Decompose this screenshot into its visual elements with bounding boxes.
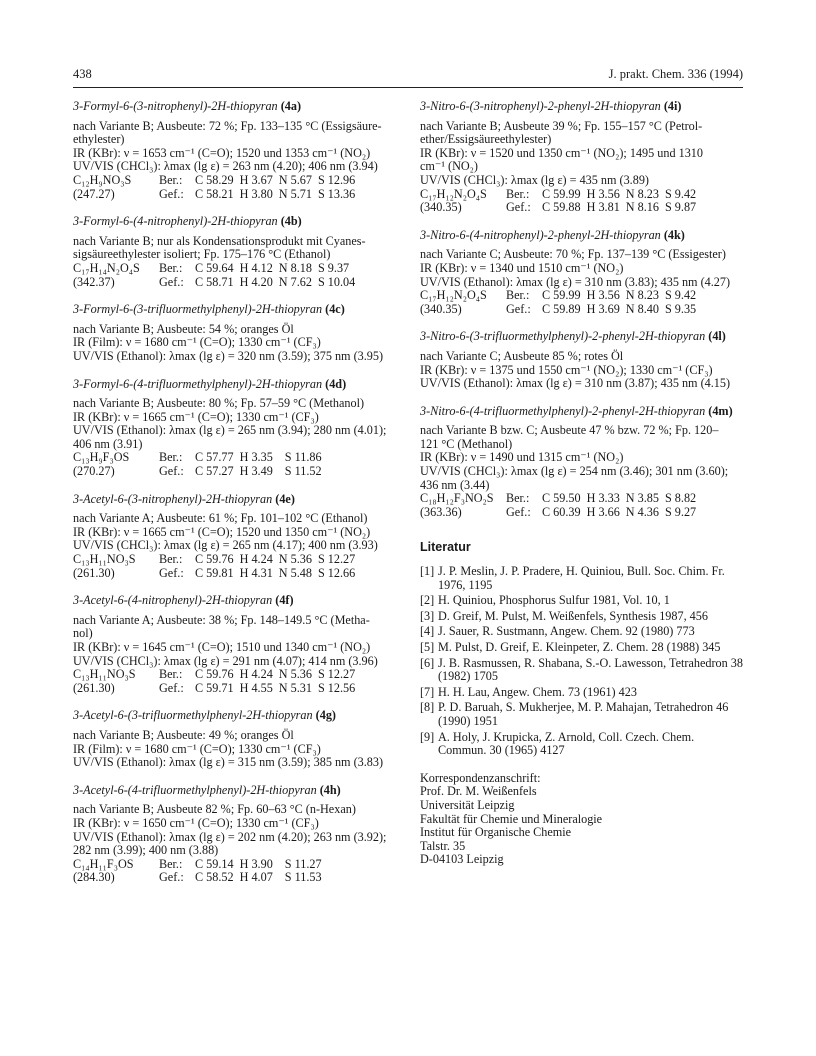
compound-entry: [73, 100, 397, 201]
analysis-label: Gef.:: [159, 870, 184, 885]
analysis-value: S 8.82: [664, 491, 697, 506]
analysis-value: C 59.99: [542, 288, 581, 303]
data-line: UV/VIS (CHCl₃): λmax (lg ε) = 435 nm (3.89): [420, 172, 649, 187]
analysis-value: N 5.71: [278, 186, 312, 201]
reference-number: [7]: [420, 684, 435, 699]
data-line: nach Variante B; Ausbeute: 49 %; oranges Öl: [73, 727, 294, 742]
data-line: ethylester): [73, 132, 125, 147]
data-line: IR (Film): ν = 1680 cm⁻¹ (C=O); 1330 cm⁻¹ (CF₃): [73, 335, 321, 350]
analysis-label: Ber.:: [159, 856, 183, 871]
analysis-row: [73, 553, 361, 567]
data-line: UV/VIS (CHCl₃): λmax (lg ε) = 291 nm (4.07); 414 nm (3.96): [73, 653, 378, 668]
analysis-label: Ber.:: [159, 667, 183, 682]
analysis-row: [420, 492, 702, 506]
analysis-value: C 57.77: [195, 450, 234, 465]
formula-cell: C₁₂H₉NO₃S: [73, 172, 132, 187]
compound-entry: [73, 215, 397, 289]
analysis-value: H 3.56: [586, 186, 620, 201]
analysis-value: S 9.35: [664, 301, 697, 316]
analysis-row: [420, 201, 702, 215]
analysis-row: [73, 188, 361, 202]
analysis-value: C 59.89: [542, 301, 581, 316]
analysis-value: H 3.67: [239, 172, 273, 187]
data-line: nach Variante A; Ausbeute: 38 %; Fp. 148–149.5 °C (Metha-: [73, 612, 370, 627]
analysis-value: H 4.31: [239, 565, 273, 580]
analysis-value: H 4.20: [239, 274, 273, 289]
data-line: IR (KBr): ν = 1653 cm⁻¹ (C=O); 1520 und 1353 cm⁻¹ (NO₂): [73, 145, 371, 160]
analysis-value: H 3.81: [586, 200, 620, 215]
analysis-label: Gef.:: [159, 274, 184, 289]
analysis-value: S 11.53: [284, 870, 322, 885]
data-line: nach Variante B; Ausbeute 39 %; Fp. 155–157 °C (Petrol-: [420, 118, 703, 133]
reference-text: D. Greif, M. Pulst, M. Weißenfels, Synthesis 1987, 456: [438, 608, 708, 623]
analysis-row: [73, 858, 328, 872]
data-line: nach Variante C; Ausbeute 85 %; rotes Öl: [420, 348, 624, 363]
address-line: Fakultät für Chemie und Mineralogie: [420, 811, 603, 826]
reference-number: [2]: [420, 593, 435, 608]
compound-title: [73, 303, 397, 317]
analysis-value: H 4.55: [239, 680, 273, 695]
data-line: nach Variante A; Ausbeute: 61 %; Fp. 101–102 °C (Ethanol): [73, 511, 368, 526]
compound-title: [420, 405, 744, 419]
formula-cell: C₁₇H₁₂N₂O₄S: [420, 186, 487, 201]
reference-text: J. Sauer, R. Sustmann, Angew. Chem. 92 (1980) 773: [438, 624, 695, 639]
elemental-analysis: [73, 553, 361, 580]
analysis-value: N 5.48: [278, 565, 312, 580]
analysis-value: N 5.36: [278, 552, 312, 567]
analysis-row: [420, 303, 702, 317]
analysis-value: N 3.85: [625, 491, 659, 506]
compound-name: 3-Acetyl-6-(4-nitrophenyl)-2H-thiopyran: [73, 593, 273, 608]
compound-name: 3-Nitro-6-(4-trifluormethylphenyl)-2-phenyl-2H-thiopyran: [420, 403, 706, 418]
data-line: IR (KBr): ν = 1650 cm⁻¹ (C=O); 1330 cm⁻¹ (CF₃): [73, 815, 319, 830]
data-line: 436 nm (3.44): [420, 477, 490, 492]
analysis-value: N 5.67: [278, 172, 312, 187]
compound-name: 3-Formyl-6-(4-trifluormethylphenyl)-2H-thiopyran: [73, 376, 323, 391]
data-line: nol): [73, 626, 93, 641]
analysis-value: C 59.76: [195, 552, 234, 567]
reference-text: M. Pulst, D. Greif, E. Kleinpeter, Z. Chem. 28 (1988) 345: [438, 640, 721, 654]
compound-number: (4i): [663, 99, 682, 113]
compound-entry: [73, 594, 397, 695]
compound-number: (4a): [280, 99, 302, 113]
analysis-value: S 12.96: [317, 172, 356, 187]
compound-title: [420, 229, 744, 243]
elemental-analysis: [420, 492, 702, 519]
reference-item: [420, 731, 744, 758]
analysis-row: [73, 871, 328, 885]
data-line: nach Variante B bzw. C; Ausbeute 47 % bzw. 72 %; Fp. 120–: [420, 423, 719, 438]
data-line: IR (Film): ν = 1680 cm⁻¹ (C=O); 1330 cm⁻¹ (CF₃): [73, 741, 321, 756]
analysis-value: H 4.07: [239, 870, 273, 885]
analysis-value: S 11.52: [284, 464, 322, 479]
analysis-value: H 3.66: [586, 504, 620, 519]
analysis-value: N 8.23: [625, 186, 659, 201]
reference-list: [420, 565, 744, 758]
data-line: nach Variante B; nur als Kondensationsprodukt mit Cyanes-: [73, 233, 366, 248]
analysis-value: N 5.36: [278, 667, 312, 682]
data-line: UV/VIS (CHCl₃): λmax (lg ε) = 263 nm (4.20); 406 nm (3.94): [73, 159, 378, 174]
compound-number: (4c): [325, 302, 345, 317]
reference-item: [420, 594, 744, 608]
data-line: IR (KBr): ν = 1645 cm⁻¹ (C=O); 1510 und 1340 cm⁻¹ (NO₂): [73, 640, 371, 654]
data-line: UV/VIS (Ethanol): λmax (lg ε) = 202 nm (4.20); 263 nm (3.92);: [73, 829, 387, 844]
analysis-row: [420, 188, 702, 202]
analysis-value: S 12.27: [317, 552, 356, 567]
analysis-value: S 13.36: [317, 186, 356, 201]
compound-name: 3-Acetyl-6-(3-nitrophenyl)-2H-thiopyran: [73, 491, 273, 506]
elemental-analysis: [73, 858, 328, 885]
reference-number: [8]: [420, 700, 435, 715]
analysis-value: H 3.69: [586, 301, 620, 316]
analysis-value: S 12.27: [317, 667, 356, 682]
analysis-value: H 3.56: [586, 288, 620, 303]
compound-title: [420, 100, 744, 114]
elemental-analysis: [73, 262, 361, 289]
data-line: nach Variante B; Ausbeute: 72 %; Fp. 133–135 °C (Essigsäure-: [73, 118, 382, 133]
formula-cell: C₁₃H₁₁NO₃S: [73, 667, 136, 682]
analysis-label: Gef.:: [506, 301, 531, 316]
formula-cell: (342.37): [73, 274, 115, 289]
formula-cell: C₁₈H₁₂F₃NO₂S: [420, 491, 494, 506]
data-line: 282 nm (3.99); 400 nm (3.88): [73, 843, 219, 858]
analysis-value: C 59.88: [542, 200, 581, 215]
analysis-value: S 11.27: [284, 856, 322, 871]
analysis-value: C 59.76: [195, 667, 234, 682]
reference-number: [3]: [420, 608, 435, 623]
elemental-analysis: [420, 188, 702, 215]
analysis-value: S 10.04: [317, 274, 356, 289]
reference-item: [420, 610, 744, 624]
reference-text: H. Quiniou, Phosphorus Sulfur 1981, Vol. 10, 1: [438, 593, 670, 608]
analysis-value: H 4.12: [239, 260, 273, 275]
reference-text: J. P. Meslin, J. P. Pradere, H. Quiniou, Bull. Soc. Chim. Fr. 1976, 1195: [438, 564, 725, 592]
data-line: UV/VIS (CHCl₃): λmax (lg ε) = 265 nm (4.17); 400 nm (3.93): [73, 538, 378, 553]
compound-entry: [73, 709, 397, 769]
formula-cell: (363.36): [420, 504, 462, 519]
reference-item: [420, 565, 744, 592]
analysis-value: N 8.18: [278, 260, 312, 275]
data-line: IR (KBr): ν = 1340 und 1510 cm⁻¹ (NO₂): [420, 260, 624, 275]
formula-cell: (247.27): [73, 186, 115, 201]
analysis-value: C 58.21: [195, 186, 234, 201]
compound-title: [73, 784, 397, 798]
analysis-label: Gef.:: [159, 186, 184, 201]
compound-title: [73, 378, 397, 392]
analysis-label: Ber.:: [506, 186, 530, 201]
analysis-row: [73, 451, 328, 465]
analysis-value: H 4.24: [239, 667, 273, 682]
analysis-value: N 8.16: [625, 200, 659, 215]
reference-item: [420, 701, 744, 728]
analysis-value: C 59.64: [195, 260, 234, 275]
analysis-value: H 3.80: [239, 186, 273, 201]
analysis-value: C 59.50: [542, 491, 581, 506]
compound-name: 3-Formyl-6-(3-trifluormethylphenyl)-2H-thiopyran: [73, 302, 323, 317]
data-line: UV/VIS (CHCl₃): λmax (lg ε) = 254 nm (3.46); 301 nm (3.60);: [420, 464, 729, 479]
compound-title: [73, 709, 397, 723]
analysis-value: N 8.23: [625, 288, 659, 303]
elemental-analysis: [420, 289, 702, 316]
analysis-value: C 59.99: [542, 186, 581, 201]
compound-entry: [420, 330, 744, 390]
reference-text: A. Holy, J. Krupicka, Z. Arnold, Coll. Czech. Chem. Commun. 30 (1965) 4127: [438, 729, 695, 758]
analysis-value: C 59.14: [195, 856, 234, 871]
compound-title: [73, 100, 397, 114]
analysis-row: [420, 506, 702, 520]
compound-entry: [420, 405, 744, 520]
compound-name: 3-Acetyl-6-(3-trifluormethylphenyl-2H-thiopyran: [73, 708, 313, 723]
data-line: sigsäureethylester isoliert; Fp. 175–176 °C (Ethanol): [73, 247, 331, 262]
analysis-value: C 57.27: [195, 464, 234, 479]
compound-name: 3-Formyl-6-(4-nitrophenyl)-2H-thiopyran: [73, 214, 278, 229]
analysis-value: N 5.31: [278, 680, 312, 695]
reference-text: J. B. Rasmussen, R. Shabana, S.-O. Lawesson, Tetrahedron 38 (1982) 1705: [438, 655, 743, 684]
analysis-label: Gef.:: [506, 200, 531, 215]
data-line: UV/VIS (Ethanol): λmax (lg ε) = 310 nm (3.83); 435 nm (4.27): [420, 274, 731, 289]
analysis-label: Ber.:: [159, 450, 183, 465]
analysis-value: S 9.27: [664, 504, 697, 519]
analysis-value: H 3.35: [239, 450, 273, 465]
reference-number: [9]: [420, 729, 435, 744]
compound-number: (4m): [708, 403, 733, 418]
literature-heading: Literatur: [420, 540, 471, 555]
data-line: IR (KBr): ν = 1375 und 1550 cm⁻¹ (NO₂); 1330 cm⁻¹ (CF₃): [420, 362, 713, 377]
analysis-row: [73, 682, 361, 696]
analysis-row: [73, 174, 361, 188]
header-rule: [73, 87, 743, 88]
address-line: Talstr. 35: [420, 838, 466, 853]
data-line: nach Variante B; Ausbeute: 54 %; oranges Öl: [73, 321, 294, 336]
compound-entry: [73, 378, 397, 479]
data-line: UV/VIS (Ethanol): λmax (lg ε) = 320 nm (3.59); 375 nm (3.95): [73, 348, 384, 363]
reference-item: [420, 686, 744, 700]
analysis-label: Ber.:: [506, 491, 530, 506]
data-line: UV/VIS (Ethanol): λmax (lg ε) = 265 nm (3.94); 280 nm (4.01);: [73, 423, 387, 438]
address-line: Prof. Dr. M. Weißenfels: [420, 784, 537, 799]
analysis-value: H 3.49: [239, 464, 273, 479]
analysis-value: S 9.87: [664, 200, 697, 215]
data-line: IR (KBr): ν = 1665 cm⁻¹ (C=O); 1520 und 1350 cm⁻¹ (NO₂): [73, 524, 371, 539]
analysis-value: N 8.40: [625, 301, 659, 316]
analysis-row: [73, 567, 361, 581]
analysis-label: Ber.:: [159, 260, 183, 275]
elemental-analysis: [73, 451, 328, 478]
reference-number: [6]: [420, 655, 435, 670]
analysis-label: Gef.:: [159, 464, 184, 479]
analysis-value: N 4.36: [625, 504, 659, 519]
address-line: Korrespondenzanschrift:: [420, 770, 541, 785]
data-line: 121 °C (Methanol): [420, 436, 513, 451]
analysis-value: S 12.56: [317, 680, 356, 695]
analysis-label: Ber.:: [159, 172, 183, 187]
data-line: 406 nm (3.91): [73, 436, 143, 451]
data-line: IR (KBr): ν = 1665 cm⁻¹ (C=O); 1330 cm⁻¹ (CF₃): [73, 409, 319, 424]
compound-name: 3-Nitro-6-(3-trifluormethylphenyl)-2-phenyl-2H-thiopyran: [420, 329, 706, 344]
formula-cell: (270.27): [73, 464, 115, 479]
formula-cell: C₁₇H₁₄N₂O₄S: [73, 260, 140, 275]
address-line: Universität Leipzig: [420, 797, 515, 812]
formula-cell: C₁₇H₁₂N₂O₄S: [420, 288, 487, 303]
compound-entry: [73, 493, 397, 581]
compound-number: (4h): [319, 782, 341, 797]
analysis-label: Ber.:: [506, 288, 530, 303]
reference-text: H. H. Lau, Angew. Chem. 73 (1961) 423: [438, 684, 637, 699]
address-line: D-04103 Leipzig: [420, 852, 504, 867]
compound-entry: [420, 100, 744, 215]
reference-item: [420, 625, 744, 639]
compound-number: (4g): [315, 708, 336, 723]
analysis-label: Gef.:: [506, 504, 531, 519]
analysis-row: [73, 465, 328, 479]
reference-text: P. D. Baruah, S. Mukherjee, M. P. Mahajan, Tetrahedron 46 (1990) 1951: [438, 700, 729, 728]
address-line: Institut für Organische Chemie: [420, 825, 572, 840]
data-line: UV/VIS (Ethanol): λmax (lg ε) = 315 nm (3.59); 385 nm (3.83): [73, 755, 384, 770]
reference-item: [420, 657, 744, 684]
data-line: IR (KBr): ν = 1520 und 1350 cm⁻¹ (NO₂); 1495 und 1310: [420, 145, 703, 160]
reference-number: [4]: [420, 624, 435, 639]
reference-item: [420, 641, 744, 655]
analysis-label: Gef.:: [159, 680, 184, 695]
analysis-value: C 59.71: [195, 680, 234, 695]
formula-cell: C₁₃H₉F₃OS: [73, 450, 130, 465]
formula-cell: (261.30): [73, 565, 115, 580]
compound-entry: [420, 229, 744, 317]
compound-number: (4e): [275, 491, 295, 506]
right-column-entries: [420, 100, 744, 519]
formula-cell: (261.30): [73, 680, 115, 695]
analysis-row: [73, 262, 361, 276]
compound-title: [73, 215, 397, 229]
analysis-value: C 60.39: [542, 504, 581, 519]
formula-cell: (284.30): [73, 870, 115, 885]
compound-number: (4f): [275, 593, 294, 608]
compound-entry: [73, 784, 397, 885]
formula-cell: C₁₃H₁₁NO₃S: [73, 552, 136, 567]
data-line: nach Variante C; Ausbeute: 70 %; Fp. 137–139 °C (Essigester): [420, 247, 726, 262]
analysis-row: [73, 668, 361, 682]
data-line: nach Variante B; Ausbeute: 80 %; Fp. 57–59 °C (Methanol): [73, 396, 365, 411]
analysis-label: Gef.:: [159, 565, 184, 580]
compound-number: (4d): [325, 376, 347, 391]
analysis-value: C 58.71: [195, 274, 234, 289]
analysis-value: S 11.86: [284, 450, 322, 465]
data-line: cm⁻¹ (NO₂): [420, 159, 478, 174]
reference-number: [5]: [420, 640, 435, 654]
compound-name: 3-Nitro-6-(3-nitrophenyl)-2-phenyl-2H-thiopyran: [420, 99, 661, 113]
compound-title: [420, 330, 744, 344]
analysis-value: H 3.90: [239, 856, 273, 871]
left-column: [73, 100, 397, 899]
data-line: ether/Essigsäureethylester): [420, 132, 552, 147]
data-line: nach Variante B; Ausbeute 82 %; Fp. 60–63 °C (n-Hexan): [73, 802, 356, 817]
analysis-value: H 3.33: [586, 491, 620, 506]
reference-number: [1]: [420, 564, 435, 579]
compound-name: 3-Acetyl-6-(4-trifluormethylphenyl)-2H-thiopyran: [73, 782, 317, 797]
formula-cell: (340.35): [420, 301, 462, 316]
analysis-value: S 9.42: [664, 288, 697, 303]
analysis-value: C 58.29: [195, 172, 234, 187]
analysis-value: S 9.37: [317, 260, 350, 275]
analysis-label: Ber.:: [159, 552, 183, 567]
compound-title: [73, 493, 397, 507]
data-line: IR (KBr): ν = 1490 und 1315 cm⁻¹ (NO₂): [420, 450, 624, 465]
formula-cell: (340.35): [420, 200, 462, 215]
analysis-value: S 12.66: [317, 565, 356, 580]
formula-cell: C₁₄H₁₁F₃OS: [73, 856, 134, 871]
right-column: [420, 100, 744, 867]
compound-name: 3-Formyl-6-(3-nitrophenyl)-2H-thiopyran: [73, 99, 278, 113]
analysis-row: [73, 276, 361, 290]
elemental-analysis: [73, 668, 361, 695]
compound-title: [73, 594, 397, 608]
elemental-analysis: [73, 174, 361, 201]
correspondence-address: [420, 772, 744, 867]
analysis-value: H 4.24: [239, 552, 273, 567]
analysis-value: C 59.81: [195, 565, 234, 580]
analysis-row: [420, 289, 702, 303]
analysis-value: C 58.52: [195, 870, 234, 885]
compound-name: 3-Nitro-6-(4-nitrophenyl)-2-phenyl-2H-thiopyran: [420, 227, 661, 242]
data-line: UV/VIS (Ethanol): λmax (lg ε) = 310 nm (3.87); 435 nm (4.15): [420, 376, 731, 391]
page-number: 438: [73, 67, 92, 81]
compound-number: (4b): [280, 214, 302, 229]
compound-number: (4k): [663, 227, 685, 242]
compound-entry: [73, 303, 397, 363]
journal-citation: J. prakt. Chem. 336 (1994): [608, 67, 743, 81]
compound-number: (4l): [708, 329, 726, 344]
analysis-value: S 9.42: [664, 186, 697, 201]
analysis-value: N 7.62: [278, 274, 312, 289]
